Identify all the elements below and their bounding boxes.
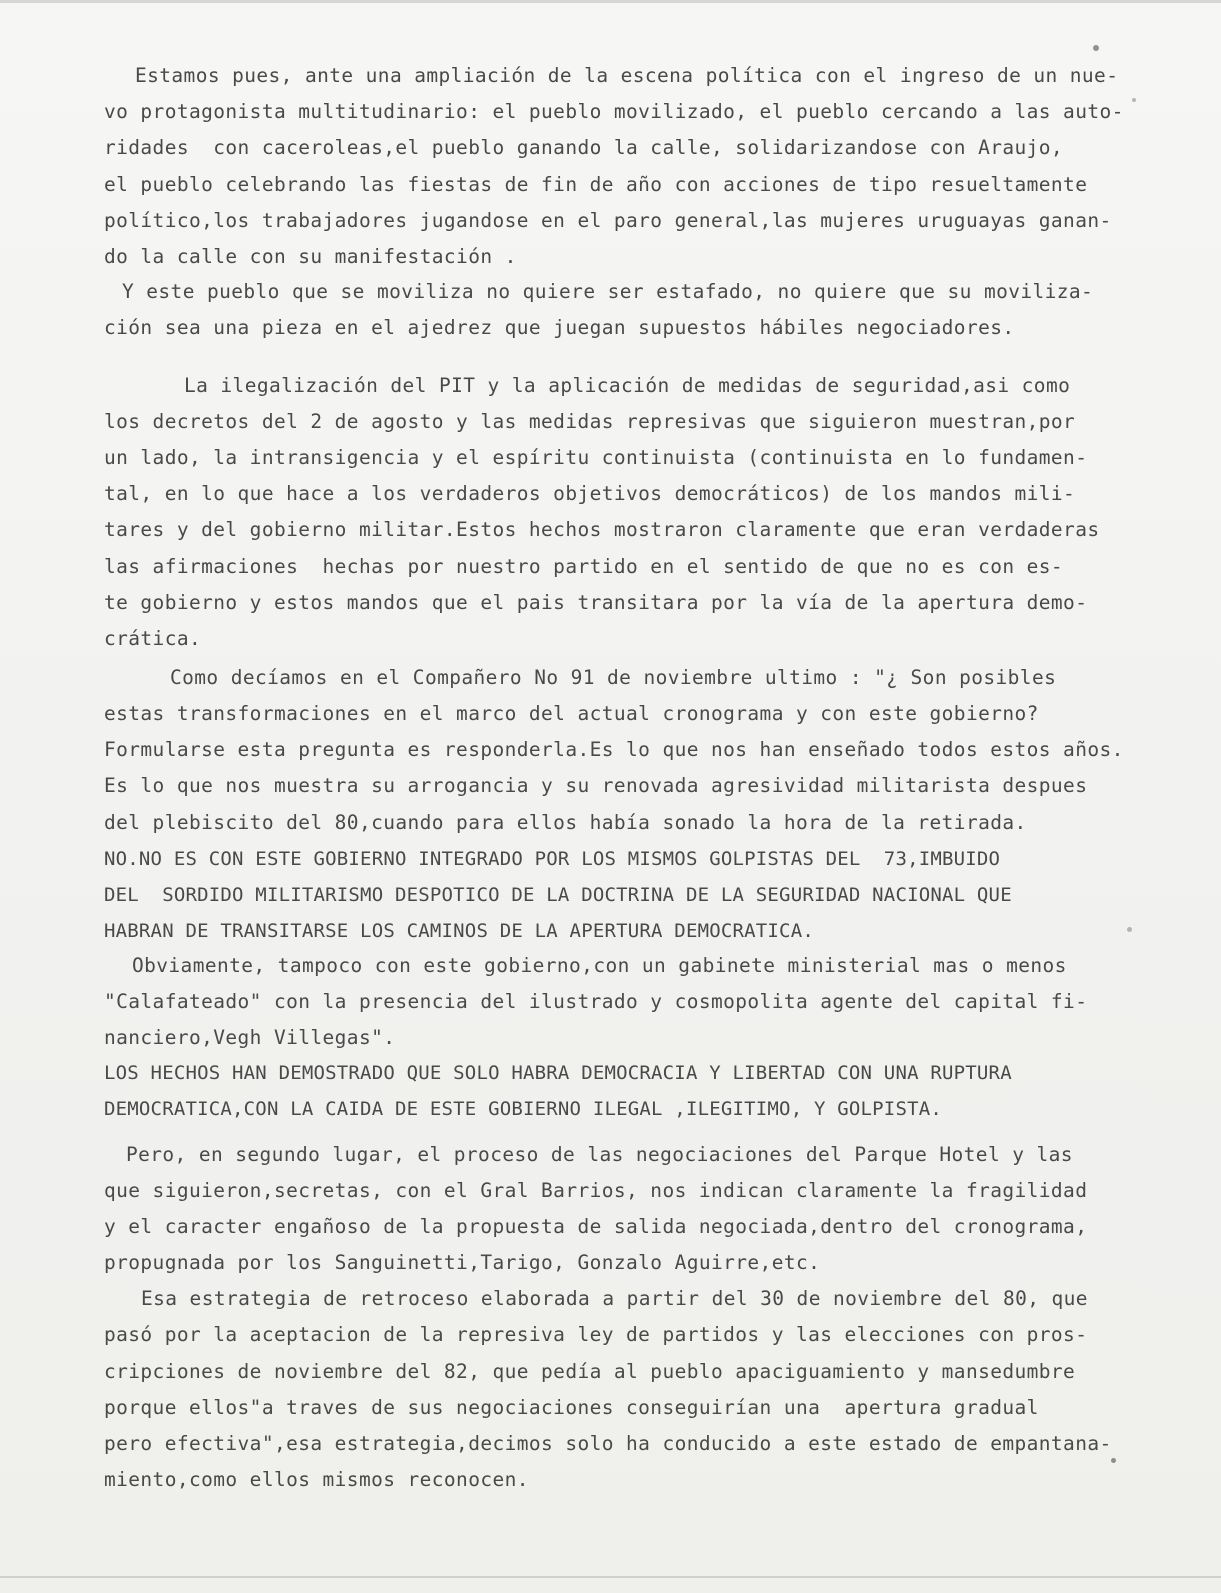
- ink-mark-right: [1132, 98, 1136, 102]
- text-line: ción sea una pieza en el ajedrez que juegan supuestos hábiles negociadores.: [104, 316, 1015, 339]
- text-line: Como decíamos en el Compañero No 91 de noviembre ultimo : "¿ Son posibles: [170, 666, 1057, 689]
- text-line: las afirmaciones hechas por nuestro partido en el sentido de que no es con es-: [104, 555, 1064, 578]
- text-line: los decretos del 2 de agosto y las medidas represivas que siguieron muestran,por: [104, 410, 1076, 433]
- text-line: DEL SORDIDO MILITARISMO DESPOTICO DE LA DOCTRINA DE LA SEGURIDAD NACIONAL QUE: [104, 884, 1012, 906]
- text-line: crática.: [104, 627, 202, 650]
- text-line: vo protagonista multitudinario: el pueblo movilizado, el pueblo cercando a las auto-: [104, 100, 1124, 123]
- text-line: ridades con caceroleas,el pueblo ganando la calle, solidarizandose con Araujo,: [104, 136, 1064, 159]
- text-line: un lado, la intransigencia y el espíritu continuista (continuista en lo fundamen-: [104, 446, 1088, 469]
- text-line: miento,como ellos mismos reconocen.: [104, 1468, 529, 1491]
- text-line: del plebiscito del 80,cuando para ellos había sonado la hora de la retirada.: [104, 811, 1027, 834]
- text-line: La ilegalización del PIT y la aplicación de medidas de seguridad,asi como: [184, 374, 1071, 397]
- text-line: LOS HECHOS HAN DEMOSTRADO QUE SOLO HABRA DEMOCRACIA Y LIBERTAD CON UNA RUPTURA: [104, 1062, 1012, 1084]
- text-line: pasó por la aceptacion de la represiva ley de partidos y las elecciones con pros-: [104, 1323, 1088, 1346]
- text-line: Estamos pues, ante una ampliación de la escena política con el ingreso de un nue-: [135, 64, 1119, 87]
- text-line: Formularse esta pregunta es responderla.Es lo que nos han enseñado todos estos años.: [104, 738, 1124, 761]
- text-line: HABRAN DE TRANSITARSE LOS CAMINOS DE LA APERTURA DEMOCRATICA.: [104, 920, 814, 942]
- top-edge-shadow: [0, 0, 1221, 3]
- text-line: do la calle con su manifestación .: [104, 245, 517, 268]
- text-line: nanciero,Vegh Villegas".: [104, 1026, 396, 1049]
- text-line: DEMOCRATICA,CON LA CAIDA DE ESTE GOBIERNO ILEGAL ,ILEGITIMO, Y GOLPISTA.: [104, 1098, 943, 1120]
- text-line: el pueblo celebrando las fiestas de fin de año con acciones de tipo resueltamente: [104, 173, 1088, 196]
- ink-mark-bottom-right: [1111, 1458, 1116, 1463]
- text-line: tal, en lo que hace a los verdaderos objetivos democráticos) de los mandos mili-: [104, 482, 1076, 505]
- ink-mark-top-right: [1093, 45, 1099, 51]
- text-line: cripciones de noviembre del 82, que pedía al pueblo apaciguamiento y mansedumbre: [104, 1360, 1076, 1383]
- text-line: Pero, en segundo lugar, el proceso de las negociaciones del Parque Hotel y las: [126, 1143, 1073, 1166]
- text-line: pero efectiva",esa estrategia,decimos solo ha conducido a este estado de empantana-: [104, 1432, 1112, 1455]
- text-line: político,los trabajadores jugandose en el paro general,las mujeres uruguayas ganan-: [104, 209, 1112, 232]
- text-line: tares y del gobierno militar.Estos hechos mostraron claramente que eran verdaderas: [104, 518, 1100, 541]
- text-line: Obviamente, tampoco con este gobierno,con un gabinete ministerial mas o menos: [132, 954, 1067, 977]
- text-line: porque ellos"a traves de sus negociaciones conseguirían una apertura gradual: [104, 1396, 1039, 1419]
- text-line: Y este pueblo que se moviliza no quiere ser estafado, no quiere que su moviliza-: [122, 280, 1094, 303]
- text-line: que siguieron,secretas, con el Gral Barrios, nos indican claramente la fragilidad: [104, 1179, 1088, 1202]
- text-line: "Calafateado" con la presencia del ilustrado y cosmopolita agente del capital fi-: [104, 990, 1088, 1013]
- text-line: Es lo que nos muestra su arrogancia y su renovada agresividad militarista despues: [104, 774, 1088, 797]
- text-line: estas transformaciones en el marco del actual cronograma y con este gobierno?: [104, 702, 1039, 725]
- ink-mark-margin: [1127, 927, 1132, 932]
- text-line: propugnada por los Sanguinetti,Tarigo, Gonzalo Aguirre,etc.: [104, 1251, 821, 1274]
- bottom-page-edge: [0, 1576, 1221, 1578]
- text-line: te gobierno y estos mandos que el pais transitara por la vía de la apertura demo-: [104, 591, 1088, 614]
- text-line: NO.NO ES CON ESTE GOBIERNO INTEGRADO POR LOS MISMOS GOLPISTAS DEL 73,IMBUIDO: [104, 848, 1001, 870]
- text-line: y el caracter engañoso de la propuesta de salida negociada,dentro del cronograma,: [104, 1215, 1088, 1238]
- text-line: Esa estrategia de retroceso elaborada a partir del 30 de noviembre del 80, que: [141, 1287, 1088, 1310]
